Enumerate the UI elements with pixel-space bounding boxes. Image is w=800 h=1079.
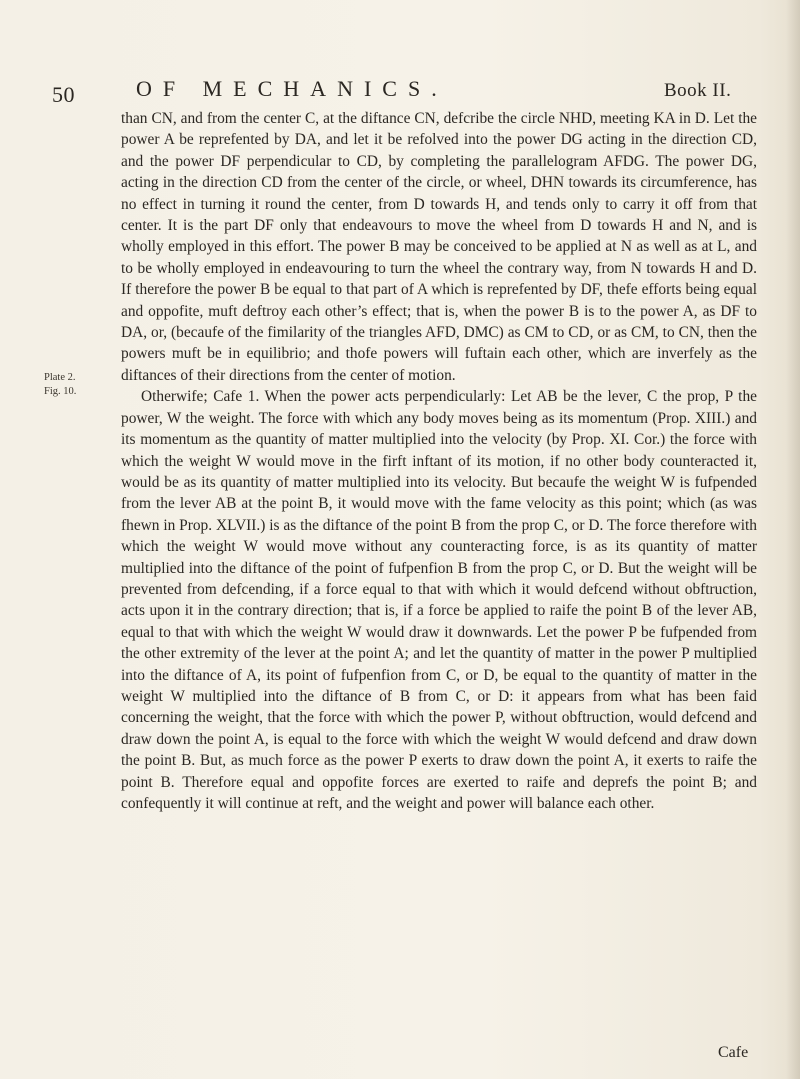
margin-note-plate: Plate 2. — [44, 372, 76, 383]
page-number: 50 — [52, 82, 75, 107]
catchword: Cafe — [718, 1044, 749, 1061]
paragraph-1: than CN, and from the center C, at the diftance CN, defcribe the circle NHD, meeting KA in D. Let the power A be reprefented by DA, and let it be refolved into the power DG acting in the direction CD, and the power DF perpendicular to CD, by completing the parallelogram AFDG. The power DG, acting in the direction CD from the center of the circle, or wheel, DHN towards its circumference, has no effect in turning it round the center, from D towards H, and tends only to carry it off from that center. It is the part DF only that endeavours to move the wheel from D towards H and N, and is wholly employed in this effort. The power B may be conceived to be applied at N as well as at L, and to be wholly employed in endeavouring to turn the wheel the contrary way, from N towards H and D. If therefore the power B be equal to that part of A which is reprefented by DF, thefe efforts being equal and oppofite, muft deftroy each other’s effect; that is, when the power B is to the power A, as DF to DA, or, (becaufe of the fimilarity of the triangles AFD, DMC) as CM to CD, or as CM, to CN, then the powers muft be in equilibrio; and thofe powers will fuftain each other, which are inverfely as the diftances of their directions from the center of motion. — [121, 110, 757, 384]
book-label: Book II. — [664, 80, 732, 101]
page-edge-shadow — [786, 0, 800, 1079]
running-title: OF MECHANICS. — [136, 76, 448, 101]
paragraph-2: Otherwife; Cafe 1. When the power acts perpendicularly: Let AB be the lever, C the prop, P the power, W the weight. The force with which any body moves being as its momentum (Prop. XIII.) and its momentum as the quantity of matter multiplied into the velocity (by Prop. XI. Cor.) the force with which the weight W would move in the firft inftant of its motion, if no other body counteracted it, would be as its quantity of matter multiplied into its velocity. But becaufe the weight W is fufpended from the lever AB at the point B, it would move with the fame velocity as this point; which (as was fhewn in Prop. XLVII.) is as the diftance of the point B from the prop C, or D. The force therefore with which the weight W would move without any counteracting force, is as its quantity of matter multiplied into the diftance of the point of fufpenfion B from the prop C, or D. But the weight will be prevented from defcending, if a force equal to that with which it would defcend without obftruction, acts upon it in the contrary direction; that is, if a force be applied to raife the point B of the lever AB, equal to that with which the weight W would draw it downwards. Let the power P be fufpended from the other extremity of the lever at the point A; and let the quantity of matter in the power P multiplied into the diftance of A, its point of fufpenfion from C, or D, be equal to the quantity of matter in the weight W multiplied into the diftance of B from C, or D: it appears from what has been faid concerning the weight, that the force with which the power P, without obftruction, would defcend and draw down the point A, is equal to the force with which the weight W would defcend and draw down the point B. But, as much force as the power P exerts to draw down the point A, it exerts to raife the point B. Therefore equal and oppofite forces are exerted to raife and deprefs the point B; and confequently it will continue at reft, and the weight and power will balance each other. — [121, 388, 757, 812]
margin-note-fig: Fig. 10. — [44, 386, 77, 397]
body-text — [121, 108, 757, 814]
